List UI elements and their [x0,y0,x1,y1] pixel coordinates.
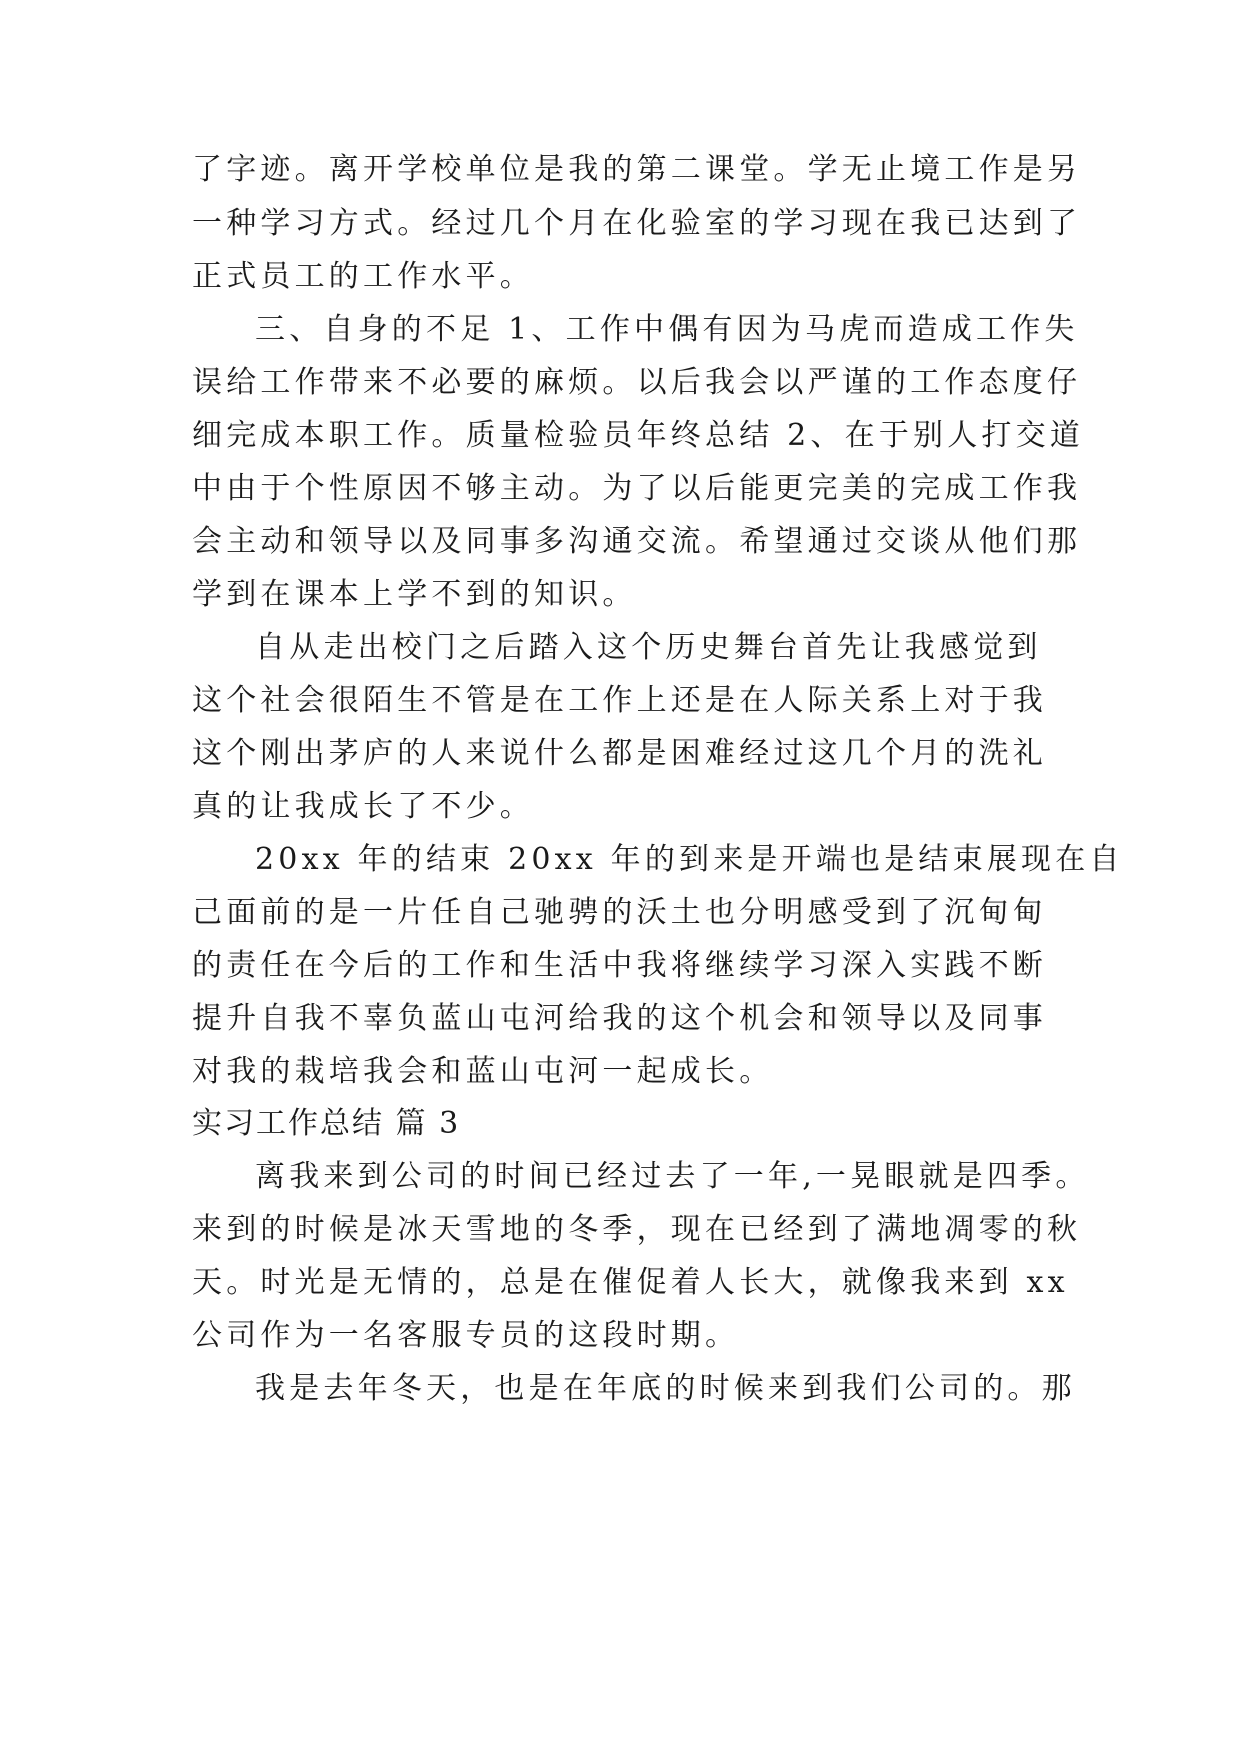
text-line: 的责任在今后的工作和生活中我将继续学习深入实践不断 [192,948,1047,983]
text-line: 细完成本职工作。质量检验员年终总结 2、在于别人打交道 [192,418,1085,453]
text-line: 这个社会很陌生不管是在工作上还是在人际关系上对于我 [192,683,1047,718]
text-line: 天。时光是无情的，总是在催促着人长大，就像我来到 xx [192,1265,1069,1300]
section-heading: 实习工作总结 篇 3 [192,1106,461,1141]
text-line: 了字迹。离开学校单位是我的第二课堂。学无止境工作是另 [192,152,1082,187]
text-line: 真的让我成长了不少。 [192,789,534,824]
text-line: 会主动和领导以及同事多沟通交流。希望通过交谈从他们那 [192,524,1082,559]
text-line: 误给工作带来不必要的麻烦。以后我会以严谨的工作态度仔 [192,365,1082,400]
paragraph-first-line: 三、自身的不足 1、工作中偶有因为马虎而造成工作失 [255,312,1079,347]
text-line: 来到的时候是冰天雪地的冬季，现在已经到了满地凋零的秋 [192,1212,1082,1247]
text-line: 中由于个性原因不够主动。为了以后能更完美的完成工作我 [192,471,1082,506]
text-line: 对我的栽培我会和蓝山屯河一起成长。 [192,1054,774,1089]
text-line: 一种学习方式。经过几个月在化验室的学习现在我已达到了 [192,206,1082,241]
text-line: 这个刚出茅庐的人来说什么都是困难经过这几个月的洗礼 [192,736,1047,771]
text-line: 学到在课本上学不到的知识。 [192,577,637,612]
paragraph-first-line: 我是去年冬天，也是在年底的时候来到我们公司的。那 [255,1371,1076,1406]
paragraph-first-line: 20xx 年的结束 20xx 年的到来是开端也是结束展现在自 [255,842,1124,877]
paragraph-first-line: 离我来到公司的时间已经过去了一年,一晃眼就是四季。 [255,1159,1090,1194]
text-line: 提升自我不辜负蓝山屯河给我的这个机会和领导以及同事 [192,1001,1047,1036]
paragraph-first-line: 自从走出校门之后踏入这个历史舞台首先让我感觉到 [255,630,1042,665]
text-line: 正式员工的工作水平。 [192,259,534,294]
text-line: 己面前的是一片任自己驰骋的沃土也分明感受到了沉甸甸 [192,895,1047,930]
text-line: 公司作为一名客服专员的这段时期。 [192,1318,740,1353]
